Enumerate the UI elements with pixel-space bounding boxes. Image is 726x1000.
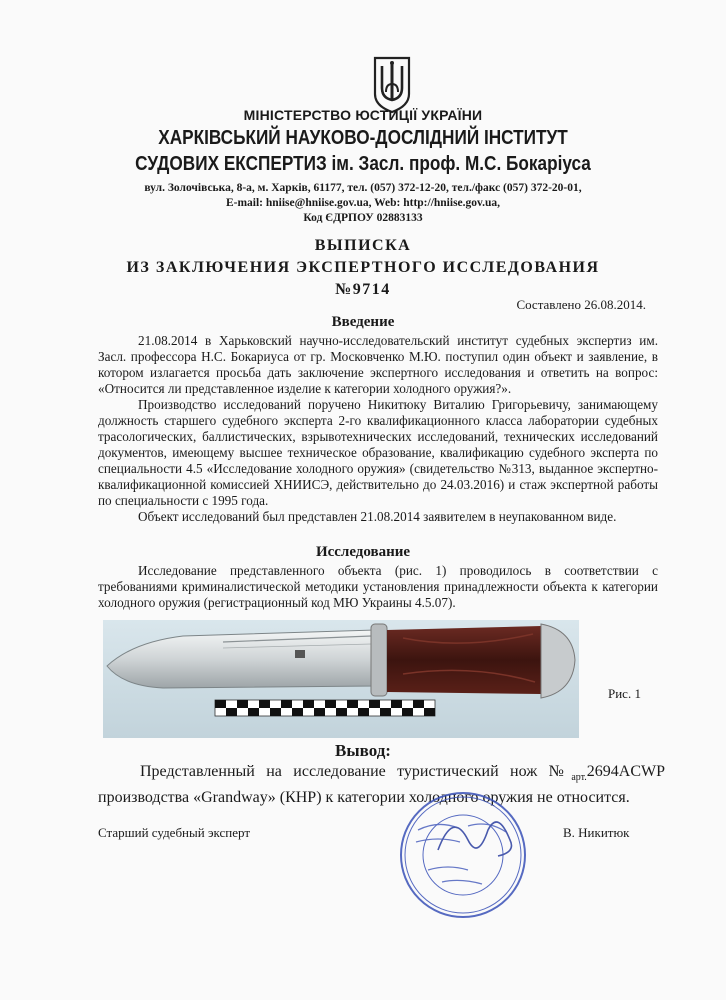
intro-text <box>98 333 658 525</box>
trident-emblem-icon <box>371 54 413 114</box>
document-title: ВЫПИСКА <box>314 237 412 254</box>
composed-date: Составлено 26.08.2014. <box>516 297 646 312</box>
intro-paragraph-3: Объект исследований был представлен 21.08.2014 заявителем в неупакованном виде. <box>138 509 617 524</box>
research-paragraph-1: Исследование представленного объекта (рис. 1) проводилось в соответствии с требованиями криминалистической методики установления принадлежности объекта к категории холодного оружия (регистрационный код МЮ Украины 4.5.07). <box>98 563 658 610</box>
conclusion-text-end: 2694ACWP производства «Grandway» (КНР) к категории холодного оружия не относится. <box>98 763 665 807</box>
conclusion-text-start: Представленный на исследование туристический нож № <box>140 763 572 780</box>
conclusion-heading: Вывод: <box>335 741 391 760</box>
signer-position: Старший судебный эксперт <box>98 825 251 840</box>
research-heading: Исследование <box>315 544 411 560</box>
document-number: №9714 <box>335 281 391 298</box>
intro-paragraph-1: 21.08.2014 в Харьковский научно-исследовательский институт судебных экспертиз им. Засл. профессора Н.С. Бокариуса от гр. Московченко М.Ю. поступил один объект и заявление, в котором излагается просьба дать заключение экспертного исследования и ответить на вопрос: «Относится ли представленное изделие к категории холодного оружия?». <box>98 333 658 396</box>
knife-photo <box>103 620 579 738</box>
institute-name-line2: СУДОВИХ ЕКСПЕРТИЗ ім. Засл. проф. М.С. Бокаріуса <box>135 153 591 175</box>
intro-heading: Введение <box>331 314 395 330</box>
address-line3: Код ЄДРПОУ 02883133 <box>303 212 423 224</box>
conclusion-text <box>98 762 665 808</box>
figure-label: Рис. 1 <box>608 686 641 701</box>
official-stamp-icon <box>398 790 528 920</box>
address-line2: E-mail: hniise@hniise.gov.ua, Web: http://hniise.gov.ua, <box>225 197 501 209</box>
institute-name-line1: ХАРКІВСЬКИЙ НАУКОВО-ДОСЛІДНИЙ ІНСТИТУТ <box>158 127 568 149</box>
article-subscript: арт. <box>571 772 587 784</box>
intro-paragraph-2: Производство исследований поручено Никитюку Виталию Григорьевичу, занимающему должность старшего судебного эксперта 2-го квалификационного класса лаборатории судебных трасологических, баллистических, взрывотехнических исследований, технических исследований документов, имеющему высшее техническое образование, квалификацию судебного эксперта по специальности 4.5 «Исследование холодного оружия» (свидетельство №313, выданное экспертно-квалификационной комиссией ХНИИСЭ, действительно до 24.03.2016) и стаж экспертной работы по специальности с 1995 года. <box>98 397 658 508</box>
research-text <box>98 563 658 611</box>
ministry-name: МІНІСТЕРСТВО ЮСТИЦІЇ УКРАЇНИ <box>243 107 483 123</box>
document-subtitle: ИЗ ЗАКЛЮЧЕНИЯ ЭКСПЕРТНОГО ИССЛЕДОВАНИЯ <box>126 259 600 276</box>
signer-name: В. Никитюк <box>563 825 630 840</box>
address-line1: вул. Золочівська, 8-а, м. Харків, 61177, тел. (057) 372-12-20, тел./факс (057) 372-20-01, <box>144 182 582 194</box>
